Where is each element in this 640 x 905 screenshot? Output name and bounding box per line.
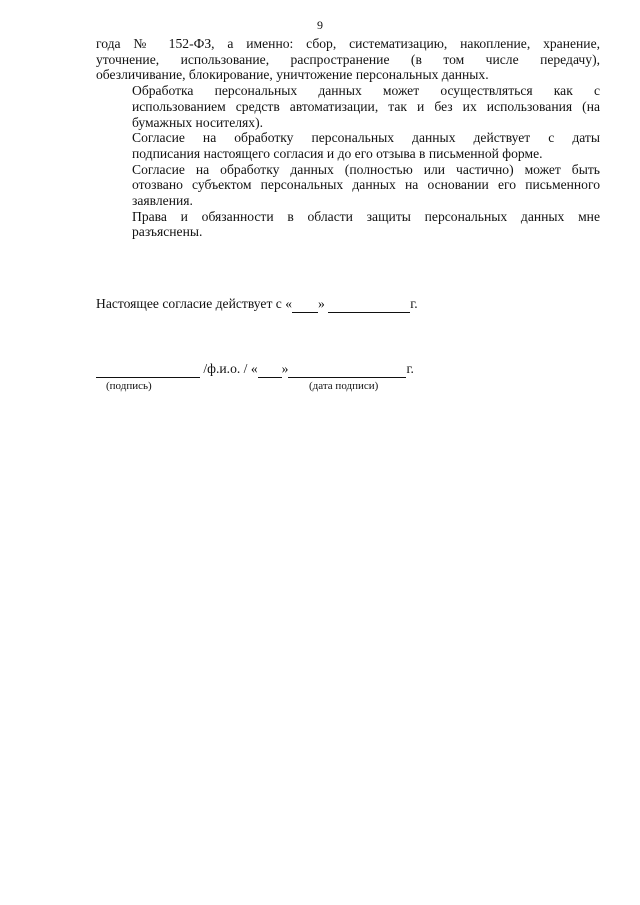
fio-label: /ф.и.о. /	[203, 361, 248, 376]
text-line: использованием средств автоматизации, так и без их использования (на	[132, 98, 600, 114]
consent-validity-line	[96, 296, 418, 313]
validity-year-suffix: г.	[410, 296, 418, 311]
text-line: Согласие на обработку данных (полностью или частично) может быть	[132, 161, 600, 177]
text-line: бумажных носителях).	[132, 114, 264, 130]
text-line: обезличивание, блокирование, уничтожение персональных данных.	[96, 67, 489, 83]
date-open-quote: «	[250, 361, 258, 376]
date-caption: (дата подписи)	[309, 380, 379, 392]
validity-day-blank[interactable]	[292, 296, 318, 313]
consent-body-text	[96, 36, 600, 240]
paragraph-consent-duration	[96, 130, 600, 161]
text-line: уточнение, использование, распространение (в том числе передачу),	[96, 51, 600, 67]
validity-prefix: Настоящее согласие действует с «	[96, 296, 293, 311]
text-line: Права и обязанности в области защиты персональных данных мне	[132, 208, 600, 224]
signature-year-suffix: г.	[406, 361, 414, 376]
text-line: отозвано субъектом персональных данных на основании его письменного	[132, 177, 600, 193]
signature-blank[interactable]	[96, 361, 200, 378]
validity-month-year-blank[interactable]	[328, 296, 410, 313]
text-line: разъяснены.	[132, 224, 203, 240]
text-line: года № 152-ФЗ, а именно: сбор, систематизацию, накопление, хранение,	[96, 36, 600, 51]
text-line: Обработка персональных данных может осуществляться как с	[132, 83, 600, 99]
text-line: заявления.	[132, 193, 193, 209]
paragraph-processing-methods	[96, 83, 600, 130]
paragraph-processing-actions	[96, 36, 600, 83]
signature-line	[96, 361, 414, 378]
page-number: 9	[317, 18, 323, 32]
text-line: подписания настоящего согласия и до его отзыва в письменной форме.	[132, 145, 543, 161]
signature-month-year-blank[interactable]	[288, 361, 406, 378]
text-line: Согласие на обработку персональных данных действует с даты	[132, 130, 600, 146]
paragraph-rights-explained	[96, 209, 600, 240]
paragraph-consent-revocation	[96, 162, 600, 209]
validity-close-quote: »	[318, 296, 325, 311]
signature-day-blank[interactable]	[258, 361, 282, 378]
date-close-quote: »	[281, 361, 289, 376]
signature-caption: (подпись)	[106, 380, 152, 392]
